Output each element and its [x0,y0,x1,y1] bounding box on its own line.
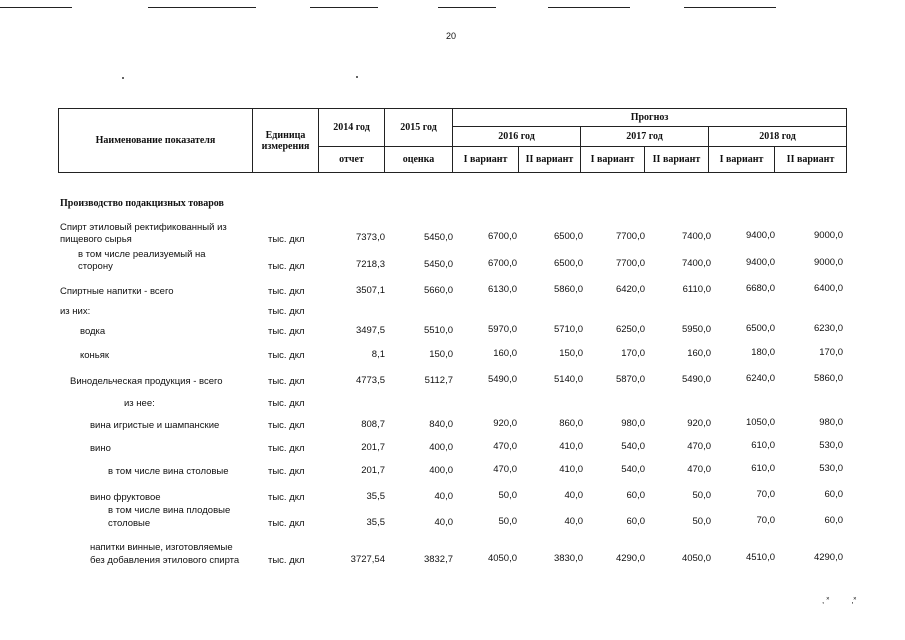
value-2014: 7373,0 [355,232,385,243]
row-name: из них: [60,306,91,317]
row-unit: тыс. дкл [268,326,305,337]
scan-speck [122,77,124,79]
value-2015: 400,0 [429,465,453,476]
value-2017-v2: 7400,0 [681,258,711,269]
value-2018-v2: 60,0 [824,515,843,526]
variant-2-2018: II вариант [775,147,847,173]
row-unit: тыс. дкл [268,420,305,431]
value-2016-v2: 410,0 [559,464,583,475]
value-2018-v1: 180,0 [751,347,775,358]
table-row [0,306,905,320]
table-row [0,542,905,568]
value-2017-v1: 170,0 [621,348,645,359]
row-name: в том числе реализуемый на [78,249,206,260]
value-2016-v1: 920,0 [493,418,517,429]
value-2016-v1: 6130,0 [487,284,517,295]
value-2014: 4773,5 [355,375,385,386]
table-row [0,284,905,298]
value-2016-v2: 410,0 [559,441,583,452]
value-2017-v1: 60,0 [626,490,645,501]
value-2016-v2: 40,0 [564,516,583,527]
section-title: Производство подакцизных товаров [60,198,224,209]
value-2017-v1: 5870,0 [615,374,645,385]
value-2016-v1: 50,0 [498,516,517,527]
value-2017-v1: 980,0 [621,418,645,429]
table-row [0,324,905,338]
value-2016-v2: 860,0 [559,418,583,429]
value-2017-v2: 50,0 [692,516,711,527]
value-2015: 40,0 [434,517,453,528]
value-2018-v1: 70,0 [756,515,775,526]
value-2016-v2: 6500,0 [553,258,583,269]
row-unit: тыс. дкл [268,350,305,361]
value-2017-v1: 6420,0 [615,284,645,295]
value-2016-v1: 6700,0 [487,231,517,242]
row-unit: тыс. дкл [268,555,305,566]
value-2018-v2: 530,0 [819,463,843,474]
scan-marks: , ˟ ,˟ [822,596,857,605]
value-2015: 5510,0 [423,325,453,336]
scan-line [310,7,378,8]
value-2016-v1: 50,0 [498,490,517,501]
value-2015: 5660,0 [423,285,453,296]
scan-line [548,7,630,8]
value-2015: 400,0 [429,442,453,453]
col-2014-header: 2014 год [319,109,385,147]
value-2017-v2: 5490,0 [681,374,711,385]
variant-1-2016: I вариант [453,147,519,173]
table-row [0,464,905,478]
col-name-header: Наименование показателя [59,109,253,173]
value-2017-v2: 470,0 [687,464,711,475]
value-2014: 7218,3 [355,259,385,270]
variant-1-2018: I вариант [709,147,775,173]
value-2016-v1: 470,0 [493,464,517,475]
value-2016-v2: 40,0 [564,490,583,501]
row-name: Спирт этиловый ректификованный из [60,222,227,233]
value-2018-v2: 170,0 [819,347,843,358]
value-2017-v2: 160,0 [687,348,711,359]
value-2018-v1: 6500,0 [745,323,775,334]
value-2017-v2: 7400,0 [681,231,711,242]
row-name: водка [80,326,106,337]
value-2016-v1: 5970,0 [487,324,517,335]
table-row [0,418,905,432]
page-number: 20 [446,31,457,41]
row-unit: тыс. дкл [268,443,305,454]
scan-speck [356,76,358,78]
table-row [0,249,905,273]
value-2014: 201,7 [361,465,385,476]
row-name: вина игристые и шампанские [90,420,220,431]
row-name: в том числе вина плодовые [108,505,231,516]
value-2015: 5450,0 [423,232,453,243]
value-2014: 808,7 [361,419,385,430]
value-2018-v2: 980,0 [819,417,843,428]
row-unit: тыс. дкл [268,234,305,245]
row-unit: тыс. дкл [268,376,305,387]
table-row [0,222,905,246]
variant-2-2017: II вариант [645,147,709,173]
variant-1-2017: I вариант [581,147,645,173]
value-2016-v1: 160,0 [493,348,517,359]
value-2016-v2: 6500,0 [553,231,583,242]
row-name-cont: столовые [108,518,151,529]
row-name: в том числе вина столовые [108,466,229,477]
value-2016-v2: 3830,0 [553,553,583,564]
table-row [0,505,905,531]
variant-2-2016: II вариант [519,147,581,173]
table-row [0,490,905,504]
col-2017-header: 2017 год [581,127,709,147]
row-name: Спиртные напитки - всего [60,286,174,297]
row-unit: тыс. дкл [268,466,305,477]
value-2018-v2: 60,0 [824,489,843,500]
value-2017-v1: 7700,0 [615,231,645,242]
row-name: из нее: [124,398,155,409]
value-2017-v2: 470,0 [687,441,711,452]
value-2018-v2: 4290,0 [813,552,843,563]
col-2016-header: 2016 год [453,127,581,147]
row-name: вино фруктовое [90,492,161,503]
value-2015: 840,0 [429,419,453,430]
value-2014: 35,5 [366,491,385,502]
value-2016-v2: 5860,0 [553,284,583,295]
value-2016-v1: 4050,0 [487,553,517,564]
col-2018-header: 2018 год [709,127,847,147]
row-unit: тыс. дкл [268,492,305,503]
scan-line [148,7,256,8]
value-2014: 3497,5 [355,325,385,336]
value-2017-v2: 6110,0 [682,284,711,295]
row-name: напитки винные, изготовляемые [90,542,233,553]
value-2017-v1: 540,0 [621,464,645,475]
value-2016-v2: 5710,0 [553,324,583,335]
value-2015: 5112,7 [424,375,453,386]
col-2015-header: 2015 год [385,109,453,147]
value-2018-v2: 6400,0 [813,283,843,294]
row-name-cont: без добавления этилового спирта [90,555,240,566]
value-2018-v2: 9000,0 [813,230,843,241]
scan-line [684,7,776,8]
value-2018-v2: 9000,0 [813,257,843,268]
scan-line [438,7,496,8]
row-name-cont: сторону [78,261,113,272]
row-unit: тыс. дкл [268,518,305,529]
row-name: коньяк [80,350,110,361]
row-unit: тыс. дкл [268,306,305,317]
value-2015: 40,0 [434,491,453,502]
row-unit: тыс. дкл [268,261,305,272]
row-unit: тыс. дкл [268,286,305,297]
value-2018-v1: 9400,0 [745,230,775,241]
value-2018-v1: 610,0 [751,440,775,451]
value-2018-v1: 610,0 [751,463,775,474]
col-2015-sub: оценка [385,147,453,173]
value-2014: 35,5 [366,517,385,528]
row-unit: тыс. дкл [268,398,305,409]
value-2015: 3832,7 [423,554,453,565]
value-2014: 3727,54 [350,554,385,565]
value-2018-v2: 530,0 [819,440,843,451]
col-unit-header: Единица измерения [253,109,319,173]
value-2017-v2: 5950,0 [681,324,711,335]
value-2018-v1: 6240,0 [745,373,775,384]
value-2018-v1: 70,0 [756,489,775,500]
value-2015: 150,0 [429,349,453,360]
value-2017-v2: 4050,0 [681,553,711,564]
value-2018-v2: 5860,0 [813,373,843,384]
forecast-header: Прогноз [453,109,847,127]
table-row [0,398,905,412]
value-2017-v1: 60,0 [626,516,645,527]
value-2016-v1: 470,0 [493,441,517,452]
value-2014: 3507,1 [355,285,385,296]
value-2017-v1: 540,0 [621,441,645,452]
value-2015: 5450,0 [423,259,453,270]
col-2014-sub: отчет [319,147,385,173]
table-header [58,108,847,173]
value-2016-v1: 6700,0 [487,258,517,269]
value-2014: 201,7 [361,442,385,453]
value-2018-v1: 9400,0 [745,257,775,268]
row-name: вино [90,443,111,454]
value-2017-v2: 920,0 [687,418,711,429]
value-2018-v1: 4510,0 [745,552,775,563]
table-row [0,441,905,455]
value-2017-v1: 7700,0 [615,258,645,269]
value-2016-v1: 5490,0 [487,374,517,385]
table-row [0,374,905,388]
value-2016-v2: 150,0 [559,348,583,359]
value-2017-v1: 4290,0 [615,553,645,564]
value-2017-v1: 6250,0 [615,324,645,335]
value-2017-v2: 50,0 [692,490,711,501]
value-2016-v2: 5140,0 [553,374,583,385]
row-name-cont: пищевого сырья [60,234,132,245]
value-2018-v2: 6230,0 [813,323,843,334]
value-2014: 8,1 [371,349,385,360]
table-row [0,348,905,362]
scan-line [0,7,72,8]
value-2018-v1: 1050,0 [745,417,775,428]
row-name: Винодельческая продукция - всего [70,376,223,387]
value-2018-v1: 6680,0 [745,283,775,294]
